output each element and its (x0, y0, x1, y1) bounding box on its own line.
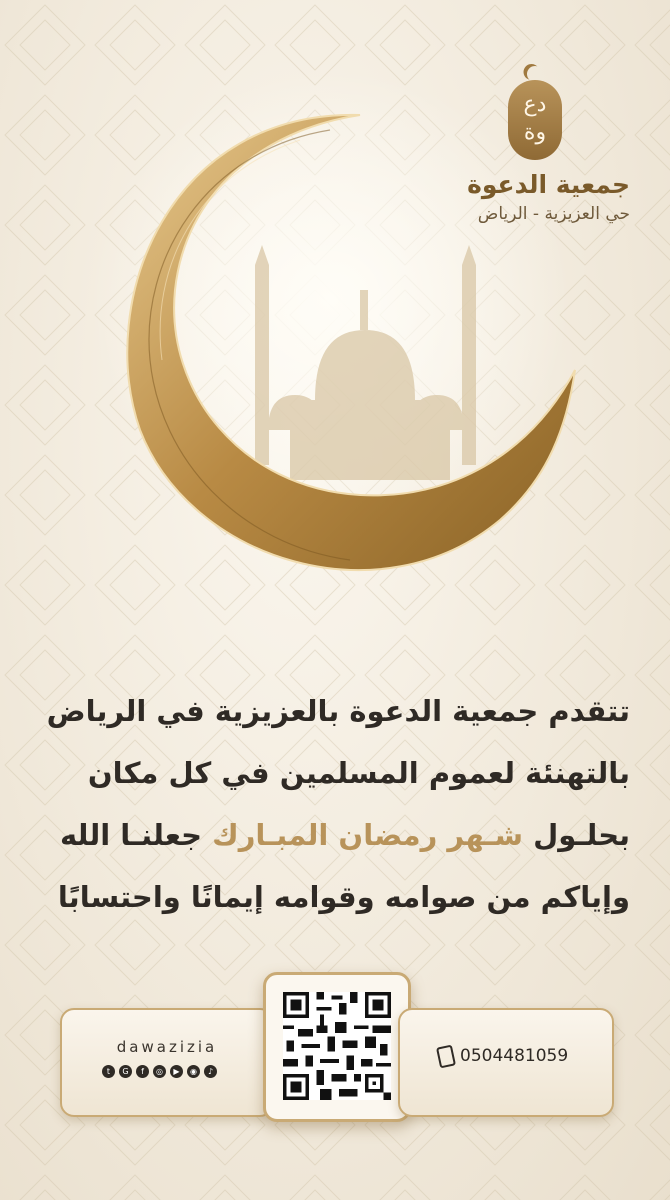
message-highlight: شـهر رمضان المبـارك (212, 818, 524, 852)
social-handle[interactable]: dawazizia (116, 1038, 218, 1056)
message-line-4: وإياكم من صوامه وقوامه إيمانًا واحتسابًا (57, 880, 630, 914)
message-line-3-end: جعلنـا الله (59, 818, 213, 852)
organization-name: جمعية الدعوة (467, 170, 630, 199)
social-card[interactable] (60, 1008, 274, 1117)
google-icon[interactable]: G (119, 1065, 132, 1078)
logo-mark (508, 80, 562, 160)
greeting-message (40, 680, 630, 928)
logo-mark-top: دع (523, 92, 547, 117)
message-line-3 (40, 804, 630, 866)
snapchat-icon[interactable]: ◉ (187, 1065, 200, 1078)
organization-logo (440, 62, 630, 232)
logo-mark-bottom: وة (523, 120, 547, 145)
youtube-icon[interactable]: ▶ (170, 1065, 183, 1078)
social-icons (102, 1065, 217, 1078)
tiktok-icon[interactable]: ♪ (204, 1065, 217, 1078)
qr-code[interactable] (283, 992, 391, 1100)
message-line-1: تتقدم جمعية الدعوة بالعزيزية في الرياض (46, 694, 630, 728)
phone-icon (436, 1045, 456, 1069)
qr-code-frame (263, 972, 411, 1122)
message-line-2: بالتهنئة لعموم المسلمين في كل مكان (87, 756, 630, 790)
message-line-3-start: بحلـول (523, 818, 630, 852)
phone-card[interactable] (398, 1008, 614, 1117)
organization-subtitle: حي العزيزية - الرياض (477, 204, 630, 224)
twitter-icon[interactable]: t (102, 1065, 115, 1078)
facebook-icon[interactable]: f (136, 1065, 149, 1078)
phone-number[interactable]: 0504481059 (460, 1046, 569, 1066)
instagram-icon[interactable]: ◎ (153, 1065, 166, 1078)
